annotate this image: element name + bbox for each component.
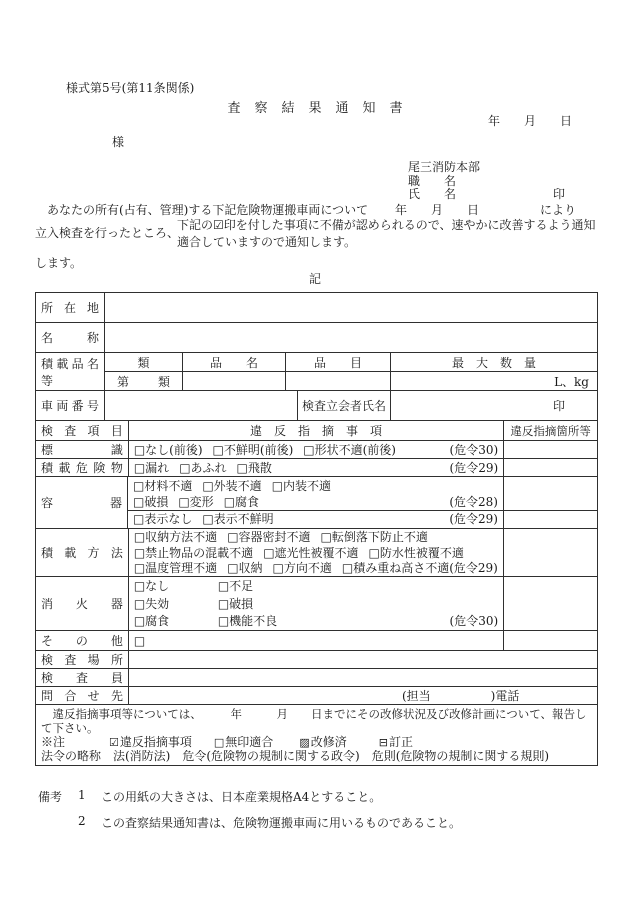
extinguisher-options-cell — [129, 577, 504, 630]
remark-text: この用紙の大きさは、日本産業規格A4とすること。 — [101, 790, 382, 804]
cargo-col-item: 品 目 — [286, 353, 391, 371]
empty-box-icon: □ — [213, 736, 225, 749]
sign-label-cell — [36, 441, 129, 458]
loading-label: 積載方法 — [41, 546, 123, 560]
container-subrow-1 — [128, 477, 597, 511]
mark-legend-row — [41, 736, 592, 750]
cargo-subtable — [105, 353, 597, 390]
checkbox-item: □腐食 — [133, 614, 170, 628]
extinguisher-label: 消火器 — [41, 597, 123, 611]
checkbox-item: □容器密封不適 — [227, 530, 311, 544]
remarks-block — [38, 788, 461, 840]
inspector-value — [129, 669, 597, 686]
legend-repaired-text: 改修済 — [310, 735, 347, 749]
checkbox-item: □ — [133, 633, 146, 648]
body-line1-tail: により — [540, 203, 577, 217]
other-options-cell — [129, 631, 504, 650]
name-value-cell — [105, 323, 597, 352]
sign-label: 標識 — [41, 443, 123, 457]
inspection-item-header-cell — [36, 421, 129, 440]
checked-box-icon: ☑ — [109, 736, 119, 749]
checkbox-item: □飛散 — [236, 461, 272, 475]
container-subrow-2 — [128, 511, 597, 528]
cargo-value-row — [105, 372, 597, 390]
cargo-item-value — [286, 372, 391, 390]
other-label: その他 — [41, 634, 123, 648]
row-extinguisher — [36, 577, 597, 631]
legend-violation — [109, 736, 192, 750]
extinguisher-label-cell — [36, 577, 129, 630]
checkbox-item: □腐食 — [223, 495, 260, 509]
checkbox-item: □積み重ね高さ不適(危令29) — [341, 561, 498, 575]
legend-conform-text: 無印適合 — [225, 735, 274, 749]
legend-conform — [214, 736, 273, 750]
other-label-cell — [36, 631, 129, 650]
row-inspector — [36, 669, 597, 687]
cargo-label: 積載品名等 — [41, 356, 99, 388]
inspector-label: 検査員 — [41, 671, 123, 685]
container-place-cell-2 — [504, 511, 597, 528]
container-label: 容器 — [41, 496, 122, 510]
other-place-cell — [504, 631, 597, 650]
row-vehicle — [36, 391, 597, 421]
checkbox-item: □温度管理不適 — [133, 561, 218, 575]
witness-label: 検査立会者氏名 — [298, 391, 391, 420]
body-left-clause: 立入検査を行ったところ、 — [35, 226, 180, 240]
issuer-name-label: 氏 名 — [408, 187, 457, 201]
checkbox-item: □内装不適 — [271, 479, 332, 493]
record-marker: 記 — [308, 272, 321, 286]
container-subrows — [128, 477, 597, 528]
legend-corrected-text: 訂正 — [388, 735, 413, 749]
contact-label-cell — [36, 687, 129, 704]
row-inspection-header — [36, 421, 597, 441]
checkbox-item: □破損 — [133, 495, 169, 509]
remark-number: 1 — [78, 788, 86, 802]
issuer-seal-label: 印 — [553, 187, 566, 201]
contact-phone-template: (担当 )電話 — [402, 689, 520, 703]
inspection-place-label: 検査場所 — [41, 653, 123, 667]
checkbox-item: □なし(前後) — [133, 443, 203, 457]
law-reference: (危令29) — [449, 461, 499, 475]
law-reference: (危令28) — [449, 495, 498, 509]
witness-seal-label: 印 — [552, 399, 565, 413]
checkbox-item: □表示なし — [133, 512, 193, 526]
job-title-label: 職 名 — [408, 173, 457, 188]
checkbox-item: □材料不適 — [133, 479, 193, 493]
location-label-cell — [36, 293, 105, 322]
row-loading — [36, 529, 597, 577]
name-label: 名称 — [41, 331, 99, 345]
checkbox-item: □破損 — [217, 596, 254, 611]
checkbox-item: □外装不適 — [202, 479, 262, 493]
inspection-place-value — [129, 651, 597, 668]
checkbox-item: □形状不適(前後) — [303, 443, 396, 457]
cargo-qty-unit: L、kg — [554, 374, 589, 389]
checkbox-item: □漏れ — [133, 461, 170, 475]
cargo-name-value — [183, 372, 286, 390]
report-deadline-line1: 違反指摘事項等については、 年 月 日までにその改修状況及び改修計画について、報告し — [41, 708, 587, 721]
cargo-col-name: 品 名 — [183, 353, 286, 371]
cargo-class-text: 第類 — [117, 374, 170, 389]
spill-place-cell — [504, 459, 597, 476]
issuer-block — [408, 161, 598, 202]
addressee-honorific: 様 — [112, 135, 125, 149]
checkbox-item: □変形 — [178, 495, 214, 509]
container-label-cell — [36, 477, 128, 528]
legend-violation-text: 違反指摘事項 — [119, 735, 192, 749]
checkbox-item: □収納方法不適 — [133, 530, 218, 544]
checkbox-item: □失効 — [133, 596, 170, 611]
cargo-label-cell — [36, 353, 105, 390]
cargo-col-qty: 最 大 数 量 — [451, 355, 536, 370]
checkbox-item: □なし — [133, 579, 170, 593]
inspector-label-cell — [36, 669, 129, 686]
cargo-col-class: 類 — [105, 353, 183, 371]
remark-number-spacer — [38, 814, 78, 831]
remark-item — [38, 788, 461, 805]
vehicle-label-cell — [36, 391, 105, 420]
row-name — [36, 323, 597, 353]
inspection-place-label-cell — [36, 651, 129, 668]
row-inspection-place — [36, 651, 597, 669]
loading-label-cell — [36, 529, 129, 576]
checkbox-item: □方向不適 — [272, 561, 332, 575]
table-footer-notes — [36, 705, 597, 765]
checkbox-item: □あふれ — [179, 461, 227, 475]
notification-table — [35, 292, 598, 766]
law-reference: (危令29) — [449, 512, 498, 526]
hatched-box-icon: ▨ — [299, 736, 310, 749]
violation-header: 違 反 指 摘 事 項 — [129, 421, 504, 440]
lined-box-icon: ⊟ — [378, 736, 388, 749]
checkbox-item: □機能不良 — [217, 614, 278, 628]
checkbox-item: □表示不鮮明 — [202, 512, 274, 526]
spill-options-cell — [129, 459, 504, 476]
checkbox-item: □防水性被覆不適 — [368, 545, 464, 560]
form-number: 様式第5号(第11条関係) — [66, 81, 195, 95]
container-place-cell-1 — [504, 477, 597, 510]
body-line1-text: あなたの所有(占有、管理)する下記危険物運搬車両について — [35, 203, 369, 217]
legend-repaired — [299, 736, 346, 750]
name-label-cell — [36, 323, 105, 352]
legend-corrected — [379, 736, 413, 750]
loading-place-cell — [504, 529, 597, 576]
location-label: 所在地 — [41, 301, 99, 315]
row-spill — [36, 459, 597, 477]
sign-place-cell — [504, 441, 597, 458]
inspection-date-blank: 年 月 日 — [395, 203, 480, 217]
spill-label: 積載危険物 — [41, 461, 123, 475]
location-value-cell — [105, 293, 597, 322]
cargo-header-row — [105, 353, 597, 372]
checkbox-item: □転倒落下防止不適 — [320, 530, 428, 544]
checkbox-item: □遮光性被覆不適 — [263, 545, 359, 560]
note-label: ※注 — [41, 735, 66, 749]
row-other — [36, 631, 597, 651]
contact-label: 問合せ先 — [41, 689, 123, 703]
vehicle-value-cell — [105, 391, 298, 420]
cargo-class-value — [105, 372, 183, 390]
extinguisher-place-cell — [504, 577, 597, 630]
contact-value-cell — [129, 687, 597, 704]
row-cargo — [36, 353, 597, 391]
law-reference: (危令30) — [449, 443, 499, 457]
remarks-label: 備考 — [38, 790, 63, 804]
option-conform-clause: 適合していますので通知します。 — [177, 235, 357, 249]
remark-number: 2 — [78, 814, 86, 828]
remark-item — [38, 814, 461, 831]
sign-options-cell — [129, 441, 504, 458]
row-sign — [36, 441, 597, 459]
option-violation-clause: 下記の☑印を付した事項に不備が認められるので、速やかに改善するよう通知 — [177, 218, 596, 232]
violation-place-header: 違反指摘箇所等 — [510, 423, 591, 438]
issuer-org: 尾三消防本部 — [408, 160, 481, 174]
law-abbreviations: 法令の略称 法(消防法) 危令(危険物の規制に関する政令) 危則(危険物の規制に関する規則) — [41, 749, 550, 763]
document-title: 査察結果通知書 — [227, 101, 417, 116]
container-options-1 — [128, 477, 504, 510]
checkbox-item: □不鮮明(前後) — [212, 443, 294, 457]
container-options-2 — [128, 511, 504, 528]
law-reference: (危令30) — [449, 614, 499, 628]
issue-date: 年 月 日 — [488, 114, 573, 128]
checkbox-item: □禁止物品の混載不適 — [133, 545, 254, 560]
spill-label-cell — [36, 459, 129, 476]
report-deadline-line2: て下さい。 — [41, 721, 99, 735]
row-location — [36, 293, 597, 323]
inspection-item-header: 検査項目 — [41, 424, 123, 438]
row-contact — [36, 687, 597, 705]
loading-options-cell — [129, 529, 504, 576]
body-closing: します。 — [35, 256, 83, 270]
checkbox-item: □収納 — [227, 561, 263, 575]
vehicle-label: 車両番号 — [41, 399, 99, 413]
remark-text: この査察結果通知書は、危険物運搬車両に用いるものであること。 — [101, 816, 462, 830]
row-container — [36, 477, 597, 529]
checkbox-item: □不足 — [217, 579, 254, 593]
